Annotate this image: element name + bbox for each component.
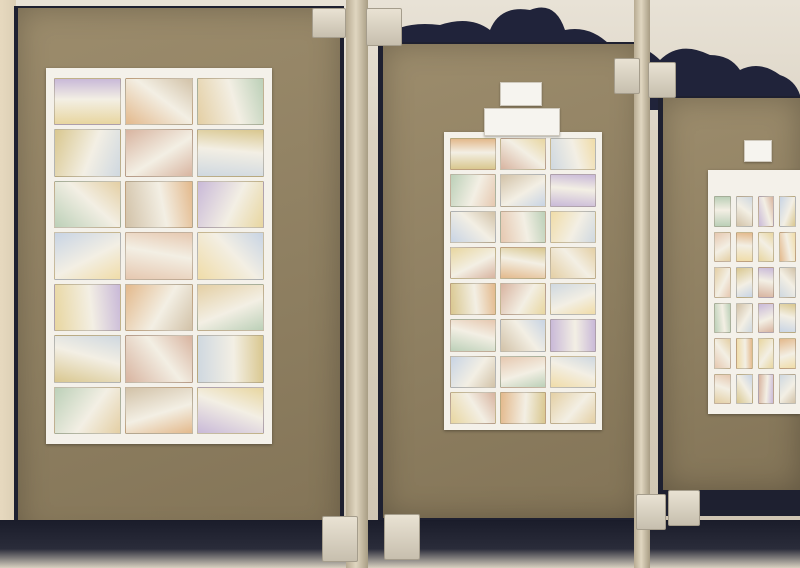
drawing-cell [550, 211, 596, 243]
drawing-cell [125, 335, 192, 382]
drawing-cell [197, 335, 264, 382]
hinge-top-left-a [312, 8, 346, 38]
drawing-cell [54, 387, 121, 434]
drawing-cell [54, 232, 121, 279]
drawing-cell [54, 129, 121, 176]
drawing-cell [550, 247, 596, 279]
drawing-cell [758, 338, 775, 369]
drawing-cell [779, 303, 796, 334]
drawing-cell [197, 129, 264, 176]
drawing-cell [54, 78, 121, 125]
left-poster-drawings [54, 78, 264, 434]
middle-small-label-card [500, 82, 542, 106]
drawing-cell [450, 174, 496, 206]
hinge-top-left-b [366, 8, 402, 46]
middle-title-label-card [484, 108, 560, 136]
drawing-cell [450, 392, 496, 424]
left-pole [346, 0, 368, 568]
drawing-cell [736, 374, 753, 405]
drawing-cell [450, 138, 496, 170]
drawing-cell [736, 267, 753, 298]
drawing-cell [54, 335, 121, 382]
drawing-cell [758, 374, 775, 405]
hinge-bottom-left-a [322, 516, 358, 562]
drawing-cell [500, 247, 546, 279]
drawing-cell [500, 319, 546, 351]
drawing-cell [779, 232, 796, 263]
hinge-bottom-right-b [668, 490, 700, 526]
drawing-cell [197, 181, 264, 228]
drawing-cell [125, 78, 192, 125]
drawing-cell [550, 356, 596, 388]
drawing-cell [500, 138, 546, 170]
drawing-cell [550, 283, 596, 315]
right-label-card [744, 140, 772, 162]
drawing-cell [714, 267, 731, 298]
drawing-cell [500, 392, 546, 424]
drawing-cell [500, 356, 546, 388]
right-poster-drawings [714, 196, 796, 404]
drawing-cell [736, 196, 753, 227]
drawing-cell [736, 303, 753, 334]
drawing-cell [736, 338, 753, 369]
drawing-cell [550, 319, 596, 351]
drawing-cell [500, 174, 546, 206]
drawing-cell [450, 356, 496, 388]
drawing-cell [550, 138, 596, 170]
drawing-cell [500, 211, 546, 243]
drawing-cell [197, 78, 264, 125]
drawing-cell [736, 232, 753, 263]
drawing-cell [550, 392, 596, 424]
hinge-bottom-left-b [384, 514, 420, 560]
drawing-cell [450, 283, 496, 315]
drawing-cell [714, 196, 731, 227]
drawing-cell [54, 181, 121, 228]
drawing-cell [758, 196, 775, 227]
drawing-cell [197, 284, 264, 331]
hinge-top-right-b [648, 62, 676, 98]
drawing-cell [125, 387, 192, 434]
drawing-cell [54, 284, 121, 331]
hinge-bottom-right-a [636, 494, 666, 530]
drawing-cell [125, 181, 192, 228]
drawing-cell [758, 303, 775, 334]
drawing-cell [125, 129, 192, 176]
drawing-cell [125, 284, 192, 331]
drawing-cell [125, 232, 192, 279]
drawing-cell [714, 338, 731, 369]
drawing-cell [758, 232, 775, 263]
drawing-cell [197, 387, 264, 434]
middle-poster-drawings [450, 138, 596, 424]
drawing-cell [450, 211, 496, 243]
drawing-cell [450, 319, 496, 351]
drawing-cell [779, 267, 796, 298]
drawing-cell [714, 374, 731, 405]
drawing-cell [779, 196, 796, 227]
drawing-cell [714, 232, 731, 263]
drawing-cell [714, 303, 731, 334]
drawing-cell [779, 338, 796, 369]
drawing-cell [197, 232, 264, 279]
drawing-cell [758, 267, 775, 298]
drawing-cell [550, 174, 596, 206]
hinge-top-right-a [614, 58, 640, 94]
drawing-cell [500, 283, 546, 315]
drawing-cell [779, 374, 796, 405]
middle-poster [444, 132, 602, 430]
drawing-cell [450, 247, 496, 279]
left-poster [46, 68, 272, 444]
right-poster [708, 170, 800, 414]
